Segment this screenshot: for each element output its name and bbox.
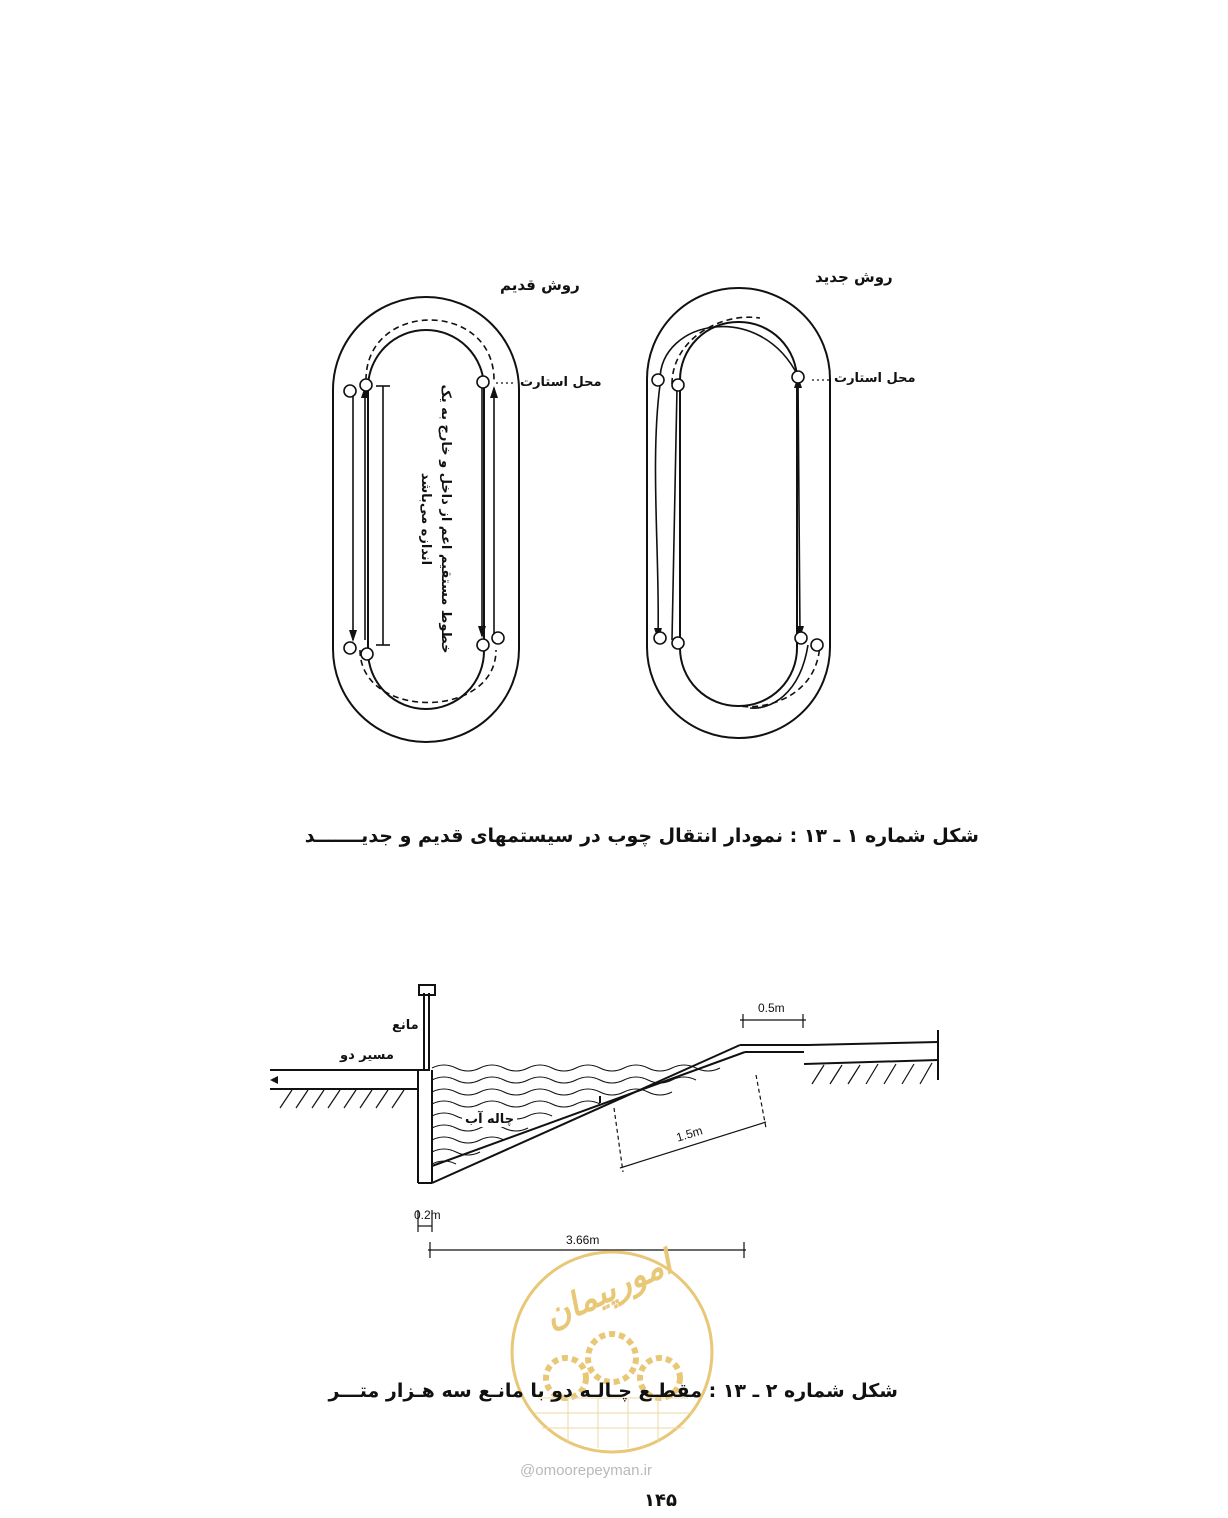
watermark-site: @omoorepeyman.ir xyxy=(520,1462,652,1479)
dim-slope-label: 1.5m xyxy=(674,1123,705,1145)
figure-2-caption: شکل شماره ۲ ـ ۱۳ : مقطـع چـالـه دو با مانـع سه هـزار متـــر xyxy=(328,1380,898,1402)
start-label-new: محل استارت xyxy=(834,371,916,386)
vertical-note-line-2: اندازه می‌باشد xyxy=(418,472,433,566)
old-method-label: روش قدیم xyxy=(500,276,580,294)
watermark-logo-text: امورپیمان xyxy=(537,1243,679,1337)
figure-1-caption: شکل شماره ۱ ـ ۱۳ : نمودار انتقال چوب در سیستمهای قدیم و جدیـــــــد xyxy=(304,825,979,847)
page-number: ۱۴۵ xyxy=(644,1490,677,1511)
new-method-label: روش جدید xyxy=(815,268,893,286)
dim-total-label: 3.66m xyxy=(566,1233,600,1247)
dim-small-label: 0.2m xyxy=(414,1208,441,1222)
vertical-note-line-1: خطوط مستقیم اعم از داخل و خارج به یک xyxy=(438,384,453,654)
barrier-label: مانع xyxy=(392,1018,419,1033)
dim-top-label: 0.5m xyxy=(758,1001,785,1015)
pit-label: چاله آب xyxy=(462,1112,517,1127)
start-label-old: محل استارت xyxy=(520,375,602,390)
track-label: مسیر دو xyxy=(340,1048,394,1063)
